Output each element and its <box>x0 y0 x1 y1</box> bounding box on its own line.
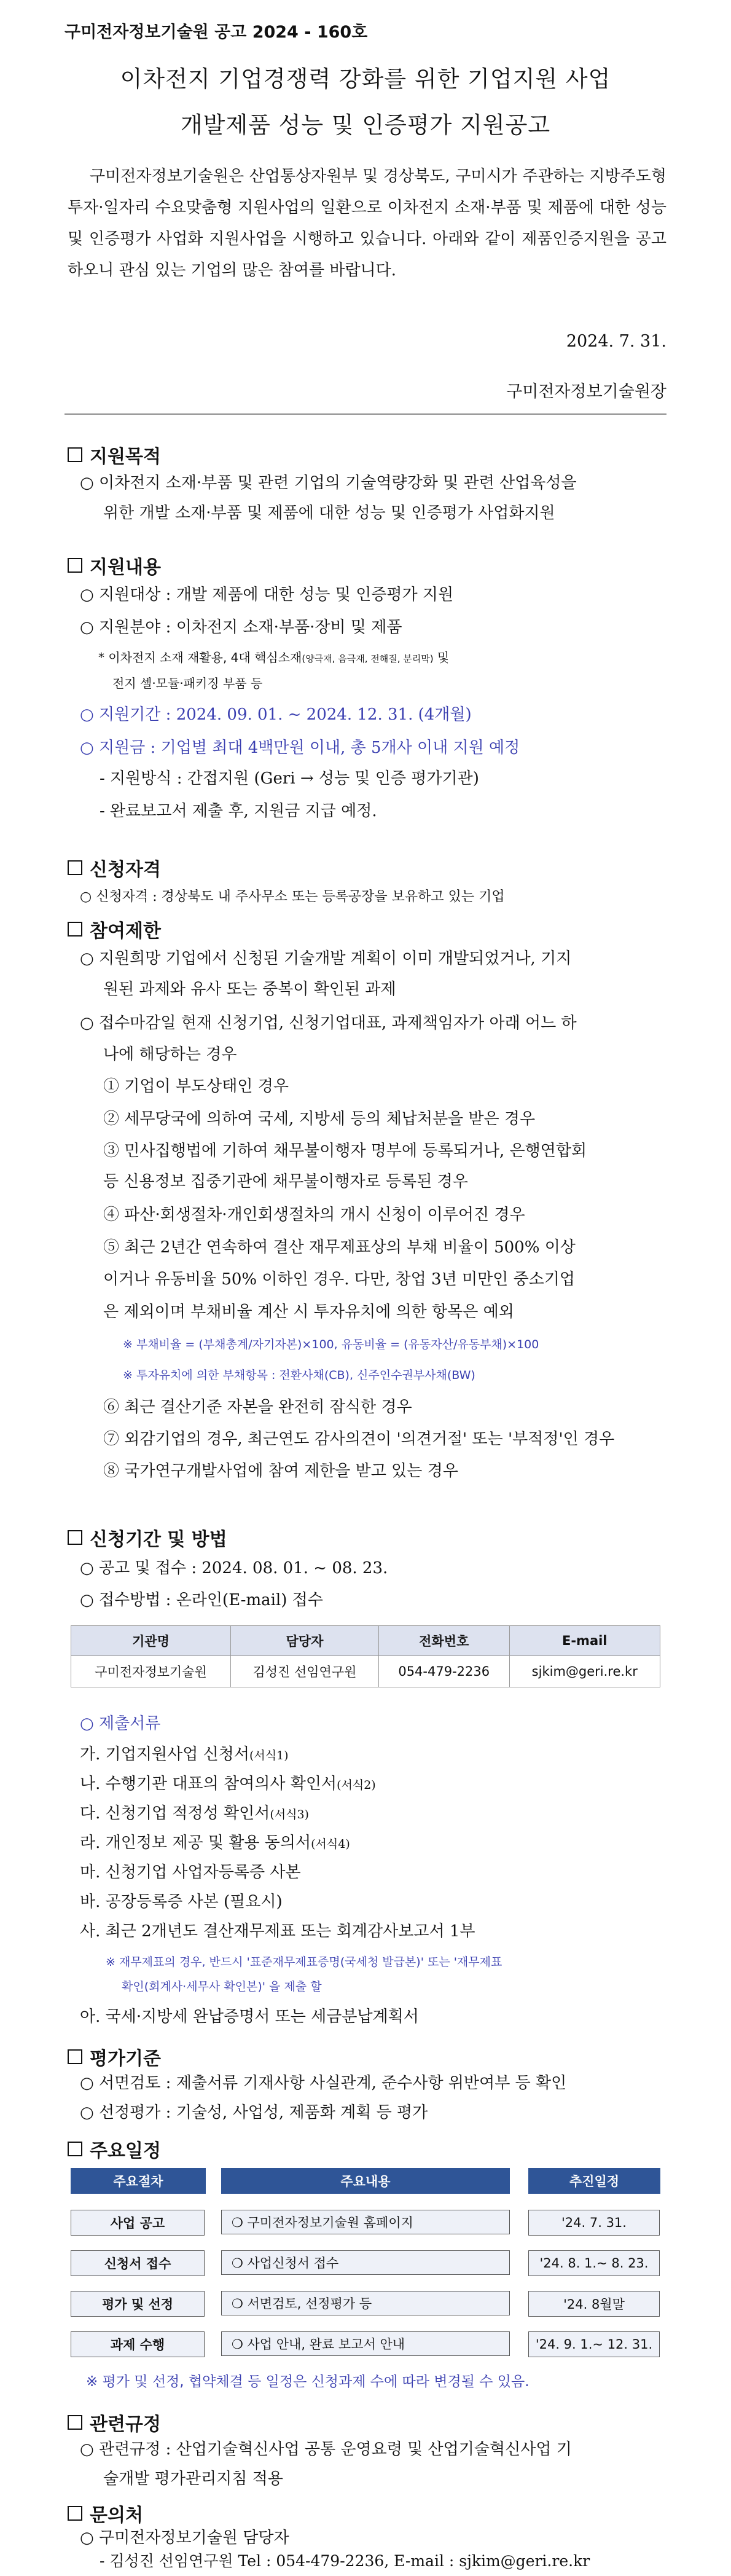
section-content-heading: 지원내용 <box>68 552 161 579</box>
inquiry-line-2: - 김성진 선임연구원 Tel : 054-479-2236, E-mail : sjkim@geri.re.kr <box>100 2552 590 2570</box>
restriction-item-7: ⑦ 외감기업의 경우, 최근연도 감사의견이 '의견거절' 또는 '부적정'인 경우 <box>103 1430 615 1448</box>
regulations-line-2: 술개발 평가관리지침 적용 <box>103 2470 283 2488</box>
section-schedule-heading: 주요일정 <box>68 2135 161 2162</box>
square-bullet-icon <box>68 2415 82 2430</box>
schedule-date: '24. 8월말 <box>528 2291 660 2317</box>
support-amount: ○ 지원금 : 기업별 최대 4백만원 이내, 총 5개사 이내 지원 예정 <box>80 739 520 757</box>
section-inquiry-heading: 문의처 <box>68 2500 143 2527</box>
schedule-header-row <box>71 2168 660 2195</box>
evaluation-selection: ○ 선정평가 : 기술성, 사업성, 제품화 계획 등 평가 <box>80 2103 428 2122</box>
table-cell: 김성진 선임연구원 <box>230 1656 378 1687</box>
restriction-item-5-line-1: ⑤ 최근 2년간 연속하여 결산 재무제표상의 부채 비율이 500% 이상 <box>103 1238 576 1257</box>
document-2: 나. 수행기관 대표의 참여의사 확인서(서식2) <box>80 1775 376 1793</box>
schedule-desc: ❍ 사업 안내, 완료 보고서 안내 <box>221 2331 510 2356</box>
restriction-1-line-2: 원된 과제와 유사 또는 중복이 확인된 과제 <box>103 980 396 999</box>
schedule-date: '24. 9. 1.~ 12. 31. <box>528 2331 660 2357</box>
section-regulations-heading: 관련규정 <box>68 2409 161 2436</box>
restriction-item-5-line-3: 은 제외이며 부채비율 계산 시 투자유치에 의한 항목은 예외 <box>103 1303 514 1321</box>
document-4: 라. 개인정보 제공 및 활용 동의서(서식4) <box>80 1834 350 1852</box>
section-purpose-heading: 지원목적 <box>68 441 161 468</box>
table-cell: 구미전자정보기술원 <box>71 1656 231 1687</box>
document-1: 가. 기업지원사업 신청서(서식1) <box>80 1745 289 1764</box>
documents-heading: ○ 제출서류 <box>80 1714 161 1733</box>
support-field-note: * 이차전지 소재 재활용, 4대 핵심소재(양극재, 음극재, 전해질, 분리막) 및 <box>98 650 450 665</box>
schedule-desc: ❍ 구미전자정보기술원 홈페이지 <box>221 2210 510 2234</box>
table-row <box>71 1656 660 1687</box>
application-method: ○ 접수방법 : 온라인(E-mail) 접수 <box>80 1591 323 1609</box>
square-bullet-icon <box>68 922 82 937</box>
issuer: 구미전자정보기술원장 <box>506 382 666 401</box>
restriction-item-5-line-2: 이거나 유동비율 50% 이하인 경우. 다만, 창업 3년 미만인 중소기업 <box>103 1270 576 1289</box>
schedule-col-desc: 주요내용 <box>221 2168 510 2194</box>
inquiry-line-1: ○ 구미전자정보기술원 담당자 <box>80 2529 289 2547</box>
schedule-col-date: 추진일정 <box>528 2168 660 2194</box>
support-period: ○ 지원기간 : 2024. 09. 01. ~ 2024. 12. 31. (4개월) <box>80 705 472 724</box>
document-7: 사. 최근 2개년도 결산재무제표 또는 회계감사보고서 1부 <box>80 1922 475 1941</box>
application-period: ○ 공고 및 접수 : 2024. 08. 01. ~ 08. 23. <box>80 1559 388 1577</box>
title-line-1: 이차전지 기업경쟁력 강화를 위한 기업지원 사업 <box>120 66 611 92</box>
contact-table <box>71 1625 660 1687</box>
schedule-step: 사업 공고 <box>71 2210 205 2236</box>
restriction-item-8: ⑧ 국가연구개발사업에 참여 제한을 받고 있는 경우 <box>103 1462 458 1480</box>
restriction-item-3-line-1: ③ 민사집행법에 기하여 채무불이행자 명부에 등록되거나, 은행연합회 <box>103 1142 587 1160</box>
section-eligibility-heading: 신청자격 <box>68 854 161 881</box>
restriction-2-line-1: ○ 접수마감일 현재 신청기업, 신청기업대표, 과제책임자가 아래 어느 하 <box>80 1014 577 1032</box>
notice-date: 2024. 7. 31. <box>566 332 666 351</box>
schedule-row <box>71 2210 660 2237</box>
square-bullet-icon <box>68 2506 82 2521</box>
square-bullet-icon <box>68 860 82 875</box>
document-6: 바. 공장등록증 사본 (필요시) <box>80 1893 283 1911</box>
restriction-item-3-line-2: 등 신용정보 집중기관에 채무불이행자로 등록된 경우 <box>103 1172 468 1191</box>
purpose-line-1: ○ 이차전지 소재·부품 및 관련 기업의 기술역량강화 및 관련 산업육성을 <box>80 474 577 492</box>
document-8: 아. 국세·지방세 완납증명서 또는 세금분납계획서 <box>80 2008 419 2026</box>
restriction-item-1: ① 기업이 부도상태인 경우 <box>103 1077 289 1096</box>
schedule-date: '24. 7. 31. <box>528 2210 660 2236</box>
eligibility-line: ○ 신청자격 : 경상북도 내 주사무소 또는 등록공장을 보유하고 있는 기업 <box>80 889 505 905</box>
contact-table-header <box>71 1626 660 1656</box>
schedule-row <box>71 2331 660 2358</box>
section-application-heading: 신청기간 및 방법 <box>68 1524 227 1551</box>
document-7-note-1: ※ 재무제표의 경우, 반드시 '표준재무제표증명(국세청 발급본)' 또는 '재무제표 <box>106 1955 502 1969</box>
section-restrictions-heading: 참여제한 <box>68 916 161 943</box>
restriction-item-5-note-2: ※ 투자유치에 의한 부채항목 : 전환사채(CB), 신주인수권부사채(BW) <box>123 1368 475 1382</box>
restriction-item-6: ⑥ 최근 결산기준 자본을 완전히 잠식한 경우 <box>103 1398 412 1416</box>
schedule-step: 평가 및 선정 <box>71 2291 205 2317</box>
square-bullet-icon <box>68 447 82 462</box>
column-header: 전화번호 <box>378 1626 509 1656</box>
support-method: - 지원방식 : 간접지원 (Geri → 성능 및 인증 평가기관) <box>100 769 479 788</box>
schedule-row <box>71 2291 660 2318</box>
intro-paragraph: 구미전자정보기술원은 산업통상자원부 및 경상북도, 구미시가 주관하는 지방주도형 투자·일자리 수요맞춤형 지원사업의 일환으로 이차전지 소재·부품 및 제품에 대한 성능 및 인증평가 사업화 지원사업을 시행하고 있습니다. 아래와 같이 제품인증지원을 공고하오니 관심 있는 기업의 많은 참여를 바랍니다. <box>68 167 666 280</box>
document-3: 다. 신청기업 적정성 확인서(서식3) <box>80 1804 309 1823</box>
table-cell: sjkim@geri.re.kr <box>509 1656 660 1687</box>
support-field-note-2: 전지 셀·모듈·패키징 부품 등 <box>112 676 263 691</box>
schedule-desc: ❍ 서면검토, 선정평가 등 <box>221 2291 510 2315</box>
purpose-line-2: 위한 개발 소재·부품 및 제품에 대한 성능 및 인증평가 사업화지원 <box>103 504 555 522</box>
support-payment: - 완료보고서 제출 후, 지원금 지급 예정. <box>100 802 377 820</box>
column-header: 담당자 <box>230 1626 378 1656</box>
table-cell: 054-479-2236 <box>378 1656 509 1687</box>
schedule-row <box>71 2250 660 2277</box>
title-line-2: 개발제품 성능 및 인증평가 지원공고 <box>180 112 551 138</box>
square-bullet-icon <box>68 558 82 573</box>
restriction-1-line-1: ○ 지원희망 기업에서 신청된 기술개발 계획이 이미 개발되었거나, 기지 <box>80 949 572 968</box>
schedule-col-step: 주요절차 <box>71 2168 206 2194</box>
document-7-note-2: 확인(회계사·세무사 확인본)' 을 제출 할 <box>122 1980 322 1993</box>
restriction-item-4: ④ 파산·회생절차·개인회생절차의 개시 신청이 이루어진 경우 <box>103 1206 525 1224</box>
square-bullet-icon <box>68 2049 82 2064</box>
divider <box>64 413 666 415</box>
support-target: ○ 지원대상 : 개발 제품에 대한 성능 및 인증평가 지원 <box>80 586 454 604</box>
section-evaluation-heading: 평가기준 <box>68 2043 161 2070</box>
schedule-date: '24. 8. 1.~ 8. 23. <box>528 2250 660 2276</box>
support-field: ○ 지원분야 : 이차전지 소재·부품·장비 및 제품 <box>80 618 402 637</box>
schedule-desc: ❍ 사업신청서 접수 <box>221 2250 510 2275</box>
schedule-step: 신청서 접수 <box>71 2250 205 2276</box>
schedule-note: ※ 평가 및 선정, 협약체결 등 일정은 신청과제 수에 따라 변경될 수 있음. <box>86 2374 530 2390</box>
document-5: 마. 신청기업 사업자등록증 사본 <box>80 1863 301 1882</box>
column-header: 기관명 <box>71 1626 231 1656</box>
evaluation-document-review: ○ 서면검토 : 제출서류 기재사항 사실관계, 준수사항 위반여부 등 확인 <box>80 2074 567 2092</box>
restriction-item-2: ② 세무당국에 의하여 국세, 지방세 등의 체납처분을 받은 경우 <box>103 1110 536 1128</box>
square-bullet-icon <box>68 2142 82 2156</box>
schedule-step: 과제 수행 <box>71 2331 205 2357</box>
regulations-line-1: ○ 관련규정 : 산업기술혁신사업 공통 운영요령 및 산업기술혁신사업 기 <box>80 2440 572 2459</box>
square-bullet-icon <box>68 1530 82 1545</box>
restriction-item-5-note-1: ※ 부채비율 = (부채총계/자기자본)×100, 유동비율 = (유동자산/유동부채)×100 <box>123 1338 539 1351</box>
column-header: E-mail <box>509 1626 660 1656</box>
restriction-2-line-2: 나에 해당하는 경우 <box>103 1045 237 1064</box>
notice-number: 구미전자정보기술원 공고 2024 - 160호 <box>64 23 368 42</box>
